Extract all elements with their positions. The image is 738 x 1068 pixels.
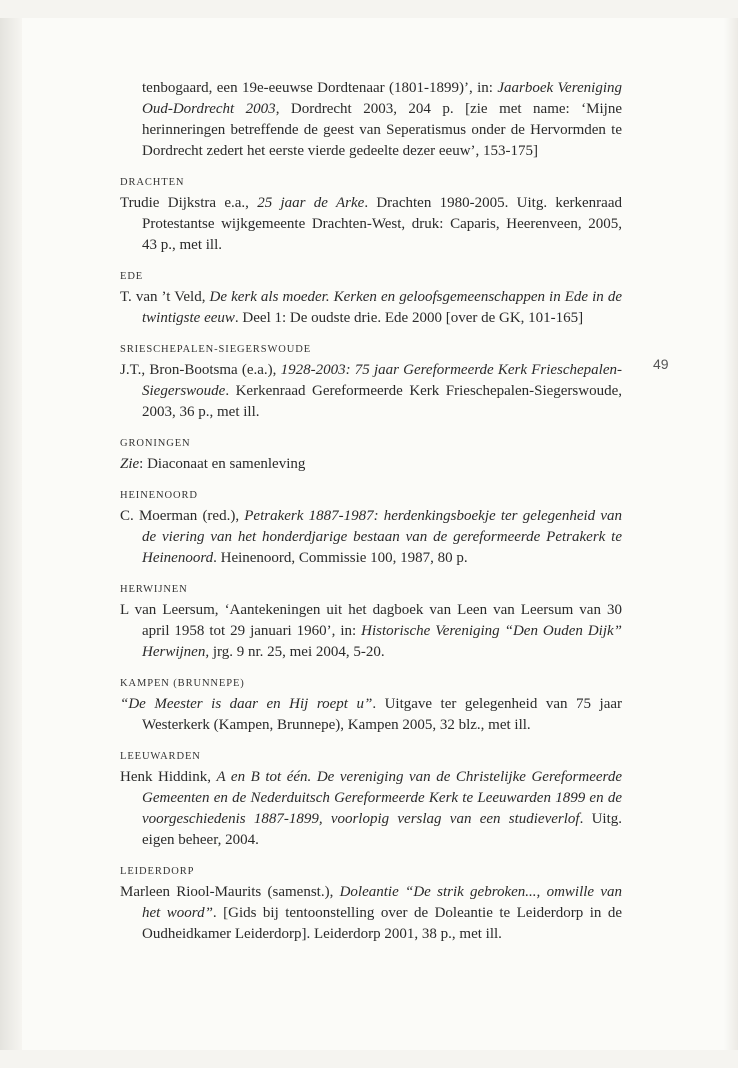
bibliography-entry — [120, 287, 622, 329]
section-heading: EDE — [120, 271, 144, 282]
bibliography-section — [120, 437, 622, 475]
bibliography-section — [120, 78, 622, 162]
bibliography-list — [120, 78, 622, 959]
entry-text: C. Moerman (red.), — [120, 508, 245, 524]
entry-text: J.T., Bron-Bootsma (e.a.), — [120, 362, 281, 378]
bibliography-entry — [120, 694, 622, 736]
bibliography-entry — [120, 767, 622, 851]
section-heading: GRONINGEN — [120, 438, 191, 449]
section-heading: LEIDERDORP — [120, 866, 195, 877]
section-heading: DRACHTEN — [120, 177, 185, 188]
bibliography-section — [120, 176, 622, 256]
page-number: 49 — [653, 356, 669, 372]
bibliography-entry — [120, 882, 622, 945]
bibliography-entry — [120, 506, 622, 569]
section-heading: HEINENOORD — [120, 490, 198, 501]
bibliography-section — [120, 865, 622, 945]
bibliography-entry — [120, 78, 622, 162]
bibliography-section — [120, 677, 622, 736]
entry-title-text: 25 jaar de Arke — [257, 195, 365, 211]
entry-text: : Diaconaat en samenleving — [139, 456, 306, 472]
bibliography-section — [120, 343, 622, 423]
entry-text: T. van ’t Veld, — [120, 289, 210, 305]
entry-title-text: A en B tot één. De vereniging van de Christelijke Gereformeerde Gemeenten en de Nederduitsch Gereformeerde Kerk te Leeuwarden 1899 en de voorgeschiedenis 1887-1899, voorlopig verslag van een studieverlof — [142, 769, 622, 827]
entry-text: . Kerkenraad Gereformeerde Kerk Frieschepalen-Siegerswoude, 2003, 36 p., met ill. — [142, 383, 622, 420]
page-edge — [724, 18, 738, 1050]
bibliography-section — [120, 750, 622, 851]
bibliography-entry — [120, 454, 622, 475]
entry-title-text: 1928-2003: 75 jaar Gereformeerde Kerk Frieschepalen-Siegerswoude — [142, 362, 622, 399]
entry-text: . Uitgave ter gelegenheid van 75 jaar Westerkerk (Kampen, Brunnepe), Kampen 2005, 32 blz., met ill. — [142, 696, 623, 733]
bibliography-section — [120, 270, 622, 329]
entry-title-text: Doleantie “De strik gebroken..., omwille van het woord” — [142, 884, 622, 921]
bibliography-entry — [120, 600, 622, 663]
book-page — [0, 18, 738, 1050]
entry-text: . Uitg. eigen beheer, 2004. — [142, 811, 622, 848]
section-heading: KAMPEN (BRUNNEPE) — [120, 678, 245, 689]
entry-title-text: De kerk als moeder. Kerken en geloofsgemeenschappen in Ede in de twintigste eeuw — [142, 289, 622, 326]
bibliography-section — [120, 583, 622, 663]
entry-text: . [Gids bij tentoonstelling over de Doleantie te Leiderdorp in de Oudheidkamer Leiderdorp]. Leiderdorp 2001, 38 p., met ill. — [142, 905, 623, 942]
bibliography-entry — [120, 193, 622, 256]
section-heading: HERWIJNEN — [120, 584, 188, 595]
entry-text: tenbogaard, een 19e-eeuwse Dordtenaar (1801-1899)’, in: — [142, 80, 498, 96]
entry-title-text: “De Meester is daar en Hij roept u” — [120, 696, 373, 712]
section-heading: LEEUWARDEN — [120, 751, 201, 762]
entry-text: L van Leersum, ‘Aantekeningen uit het dagboek van Leen van Leersum van 30 april 1958 tot 29 januari 1960’, in: — [120, 602, 622, 639]
page-gutter-shadow — [0, 18, 22, 1050]
entry-text: , Dordrecht 2003, 204 p. [zie met name: ‘Mijne herinneringen betreffende de geest van Seperatismus onder de Hervormden te Dordrecht zedert het eerste vierde gedeelte dezer eeuw’, 153-175] — [142, 101, 622, 159]
entry-title-text: Historische Vereniging “Den Ouden Dijk” Herwijnen, — [142, 623, 622, 660]
entry-title-text: Petrakerk 1887-1987: herdenkingsboekje ter gelegenheid van de viering van het honderdjarige bestaan van de gereformeerde Petrakerk te Heinenoord — [142, 508, 622, 566]
section-heading: SRIESCHEPALEN-SIEGERSWOUDE — [120, 344, 312, 355]
entry-text: Marleen Riool-Maurits (samenst.), — [120, 884, 340, 900]
entry-title-text: Jaarboek Vereniging Oud-Dordrecht 2003 — [142, 80, 622, 117]
entry-text: . Heinenoord, Commissie 100, 1987, 80 p. — [213, 550, 468, 566]
bibliography-entry — [120, 360, 622, 423]
entry-title-text: Zie — [120, 456, 140, 472]
entry-text: Trudie Dijkstra e.a., — [120, 195, 258, 211]
entry-text: . Drachten 1980-2005. Uitg. kerkenraad Protestantse wijkgemeente Drachten-West, druk: Caparis, Heerenveen, 2005, 43 p., met ill. — [142, 195, 622, 253]
entry-text: . Deel 1: De oudste drie. Ede 2000 [over de GK, 101-165] — [234, 310, 584, 326]
bibliography-section — [120, 489, 622, 569]
entry-text: Henk Hiddink, — [120, 769, 217, 785]
entry-text: jrg. 9 nr. 25, mei 2004, 5-20. — [209, 644, 385, 660]
